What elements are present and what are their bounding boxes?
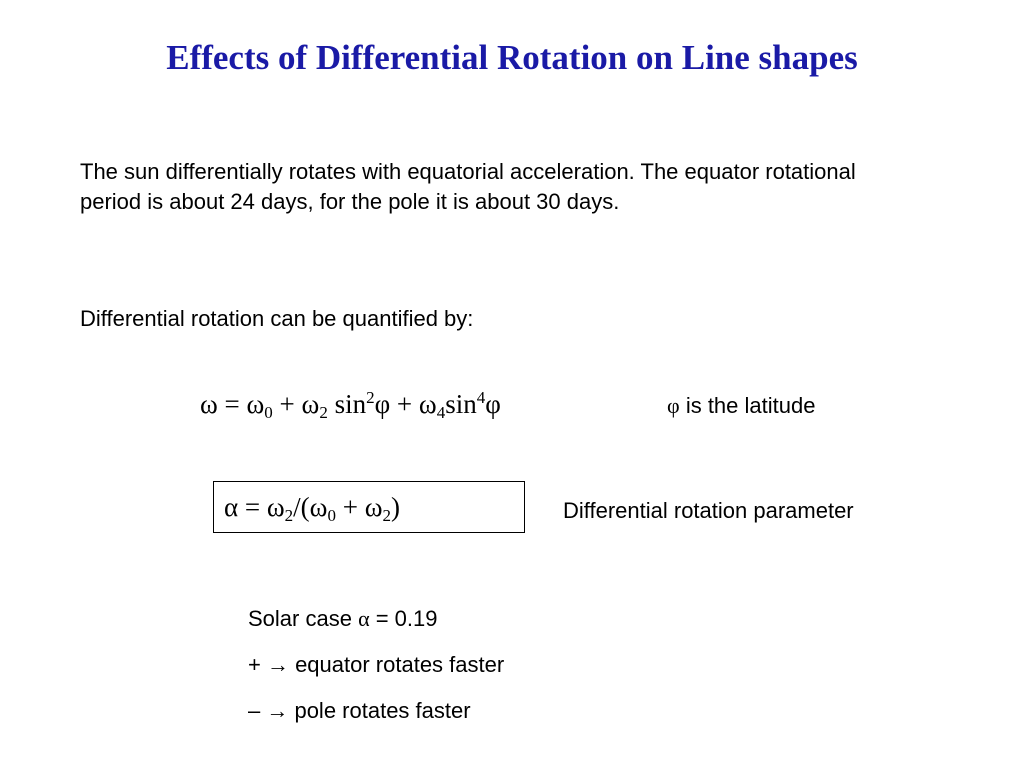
eq-omega4-sub: 4 [436,403,446,422]
minus-case-note: – → pole rotates faster [248,698,471,723]
solar-case-note [248,606,437,632]
phi-symbol: φ [667,393,680,418]
eq-plus2: + [390,389,419,419]
eq-plus1: + [272,389,302,419]
alpha-open: /( [293,492,310,522]
eq-phi2: φ [485,389,501,419]
alpha-w0-sub: 0 [327,506,336,525]
eq-sin1: sin [327,389,367,419]
eq-sin2-sup: 4 [476,388,486,407]
alpha-w2: ω [266,492,285,522]
alpha-close: ) [390,492,400,522]
parameter-label: Differential rotation parameter [563,498,854,523]
alpha-symbol: α [224,492,239,522]
eq-equals: = [217,389,247,419]
alpha-w2-sub: 2 [284,506,294,525]
plus-case-note: + → equator rotates faster [248,652,505,677]
alpha-plus: + [335,492,365,522]
intro-paragraph: The sun differentially rotates with equatorial acceleration. The equator rotational period is about 24 days, for the pole it is about 30 days. [80,159,856,214]
alpha-w0: ω [309,492,328,522]
solar-alpha-symbol: α [358,606,370,631]
rotation-equation [200,388,501,423]
latitude-note [667,393,815,419]
eq-omega2: ω [301,389,320,419]
slide-title: Effects of Differential Rotation on Line shapes [166,38,858,77]
solar-prefix: Solar case [248,606,359,631]
solar-value: = 0.19 [369,606,438,631]
alpha-w2b: ω [364,492,383,522]
quantified-paragraph: Differential rotation can be quantified by: [80,306,474,331]
eq-sin2: sin [445,389,477,419]
alpha-w2b-sub: 2 [382,506,391,525]
eq-omega4: ω [418,389,437,419]
eq-omega0: ω [246,389,265,419]
latitude-text: is the latitude [679,393,816,418]
eq-omega2-sub: 2 [319,403,328,422]
alpha-equals: = [238,492,267,522]
eq-omega: ω [200,389,218,419]
eq-omega0-sub: 0 [264,403,273,422]
alpha-equation-box [213,481,525,533]
eq-sin1-sup: 2 [366,388,375,407]
eq-phi1: φ [374,389,391,419]
